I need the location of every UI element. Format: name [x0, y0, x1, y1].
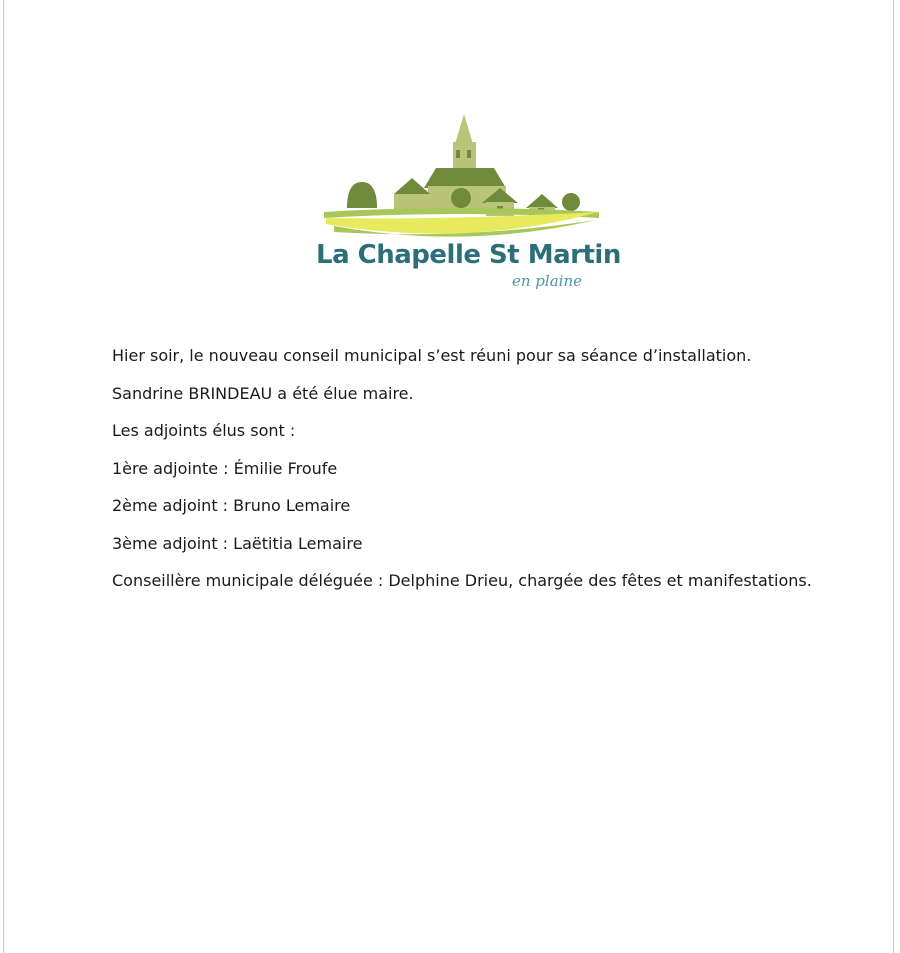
paragraph-first-deputy: 1ère adjointe : Émilie Froufe	[112, 458, 338, 478]
paragraph-second-deputy: 2ème adjoint : Bruno Lemaire	[112, 496, 351, 515]
announcement-text	[112, 346, 872, 609]
document-page	[3, 0, 894, 953]
paragraph-delegate-councillor: Conseillère municipale déléguée : Delphine Drieu, chargée des fêtes et manifestations.	[112, 571, 812, 590]
logo-title: La Chapelle St Martin	[316, 240, 621, 270]
paragraph-third-deputy: 3ème adjoint : Laëtitia Lemaire	[112, 533, 363, 553]
paragraph-deputies-heading: Les adjoints élus sont :	[112, 421, 296, 440]
paragraph-intro: Hier soir, le nouveau conseil municipal s’est réuni pour sa séance d’installation.	[112, 346, 752, 365]
logo-subtitle: en plaine	[512, 272, 582, 290]
municipality-logo	[316, 108, 621, 308]
paragraph-mayor: Sandrine BRINDEAU a été élue maire.	[112, 383, 414, 403]
village-church-icon	[316, 108, 606, 243]
